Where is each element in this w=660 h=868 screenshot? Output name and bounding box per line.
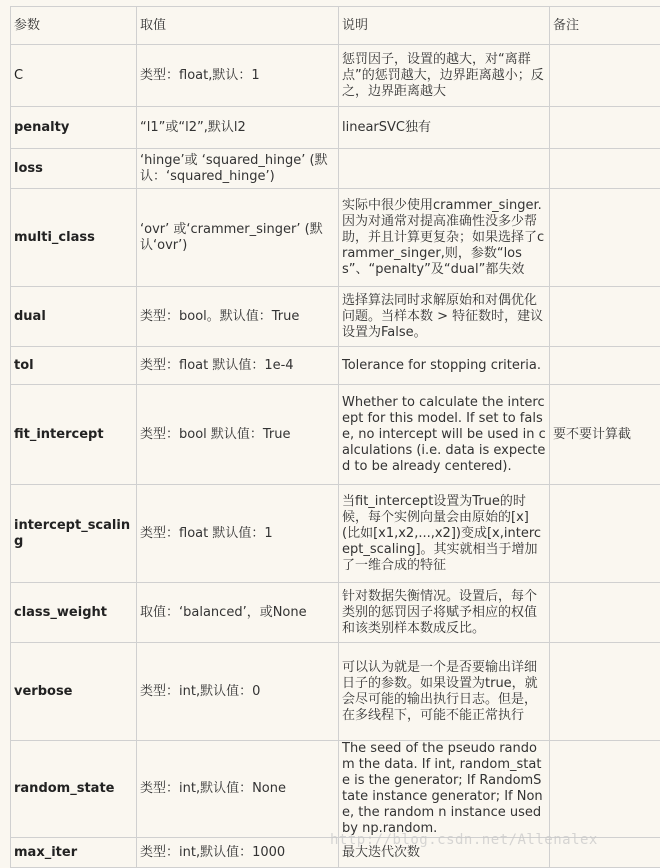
value-cell: 类型：bool 默认值：True xyxy=(137,385,339,485)
desc-cell: Whether to calculate the intercept for this model. If set to false, no intercept will be used in calculations (i.e. data is expected to be already centered). xyxy=(339,385,550,485)
param-cell: class_weight xyxy=(11,583,137,643)
value-cell: ‘ovr’ 或‘crammer_singer’ (默认‘ovr’) xyxy=(137,189,339,287)
value-cell: 类型：int,默认值：0 xyxy=(137,643,339,741)
desc-cell: 最大迭代次数 xyxy=(339,838,550,868)
desc-cell: linearSVC独有 xyxy=(339,107,550,149)
desc-cell: 实际中很少使用crammer_singer.因为对通常对提高准确性没多少帮助，并且计算更复杂；如果选择了crammer_singer,则，参数“loss”、“penalty”及“dual”都失效 xyxy=(339,189,550,287)
param-cell: random_state xyxy=(11,741,137,838)
desc-cell: 选择算法同时求解原始和对偶优化问题。当样本数 > 特征数时，建议设置为False。 xyxy=(339,287,550,347)
param-cell: tol xyxy=(11,347,137,385)
value-cell: ‘hinge’或 ‘squared_hinge’ (默认：‘squared_hinge’) xyxy=(137,149,339,189)
parameter-table xyxy=(10,6,660,868)
param-cell: penalty xyxy=(11,107,137,149)
note-cell xyxy=(550,347,660,385)
note-cell xyxy=(550,149,660,189)
note-cell xyxy=(550,583,660,643)
table-row xyxy=(11,583,660,643)
desc-cell: 可以认为就是一个是否要输出详细日子的参数。如果设置为true，就会尽可能的输出执行日志。但是，在多线程下，可能不能正常执行 xyxy=(339,643,550,741)
param-cell: fit_intercept xyxy=(11,385,137,485)
desc-cell: 当fit_intercept设置为True的时候，每个实例向量会由原始的[x](比如[x1,x2,...,x2])变成[x,intercept_scaling]。其实就相当于增加了一维合成的特征 xyxy=(339,485,550,583)
note-cell xyxy=(550,838,660,868)
param-cell: max_iter xyxy=(11,838,137,868)
note-cell: 要不要计算截 xyxy=(550,385,660,485)
table-row xyxy=(11,107,660,149)
table-row xyxy=(11,347,660,385)
value-cell: 类型：bool。默认值：True xyxy=(137,287,339,347)
param-cell: intercept_scaling xyxy=(11,485,137,583)
value-cell: “l1”或“l2”,默认l2 xyxy=(137,107,339,149)
note-cell xyxy=(550,485,660,583)
value-cell: 类型：int,默认值：None xyxy=(137,741,339,838)
desc-cell: Tolerance for stopping criteria. xyxy=(339,347,550,385)
note-cell xyxy=(550,643,660,741)
note-cell xyxy=(550,741,660,838)
header-value: 取值 xyxy=(137,7,339,45)
desc-cell xyxy=(339,149,550,189)
table-row xyxy=(11,189,660,287)
watermark: http://blog.csdn.net/Allenalex xyxy=(330,832,598,848)
table-row xyxy=(11,838,660,868)
param-cell: C xyxy=(11,45,137,107)
note-cell xyxy=(550,107,660,149)
table-row xyxy=(11,485,660,583)
table-row xyxy=(11,741,660,838)
param-cell: loss xyxy=(11,149,137,189)
value-cell: 类型：float 默认值：1e-4 xyxy=(137,347,339,385)
table-row xyxy=(11,45,660,107)
table-row xyxy=(11,643,660,741)
desc-cell: The seed of the pseudo random the data. If int, random_state is the generator; If RandomState instance generator; If None, the random n instance used by np.random. xyxy=(339,741,550,838)
note-cell xyxy=(550,287,660,347)
value-cell: 类型：float 默认值：1 xyxy=(137,485,339,583)
value-cell: 类型：float,默认：1 xyxy=(137,45,339,107)
header-desc: 说明 xyxy=(339,7,550,45)
table-row xyxy=(11,287,660,347)
table-header-row xyxy=(11,7,660,45)
desc-cell: 针对数据失衡情况。设置后，每个类别的惩罚因子将赋予相应的权值和该类别样本数成反比。 xyxy=(339,583,550,643)
table-row xyxy=(11,385,660,485)
desc-cell: 惩罚因子，设置的越大，对“离群点”的惩罚越大，边界距离越小；反之，边界距离越大 xyxy=(339,45,550,107)
param-cell: multi_class xyxy=(11,189,137,287)
value-cell: 类型：int,默认值：1000 xyxy=(137,838,339,868)
table-row xyxy=(11,149,660,189)
value-cell: 取值：‘balanced’，或None xyxy=(137,583,339,643)
param-cell: dual xyxy=(11,287,137,347)
header-note: 备注 xyxy=(550,7,660,45)
header-param: 参数 xyxy=(11,7,137,45)
param-cell: verbose xyxy=(11,643,137,741)
note-cell xyxy=(550,189,660,287)
note-cell xyxy=(550,45,660,107)
